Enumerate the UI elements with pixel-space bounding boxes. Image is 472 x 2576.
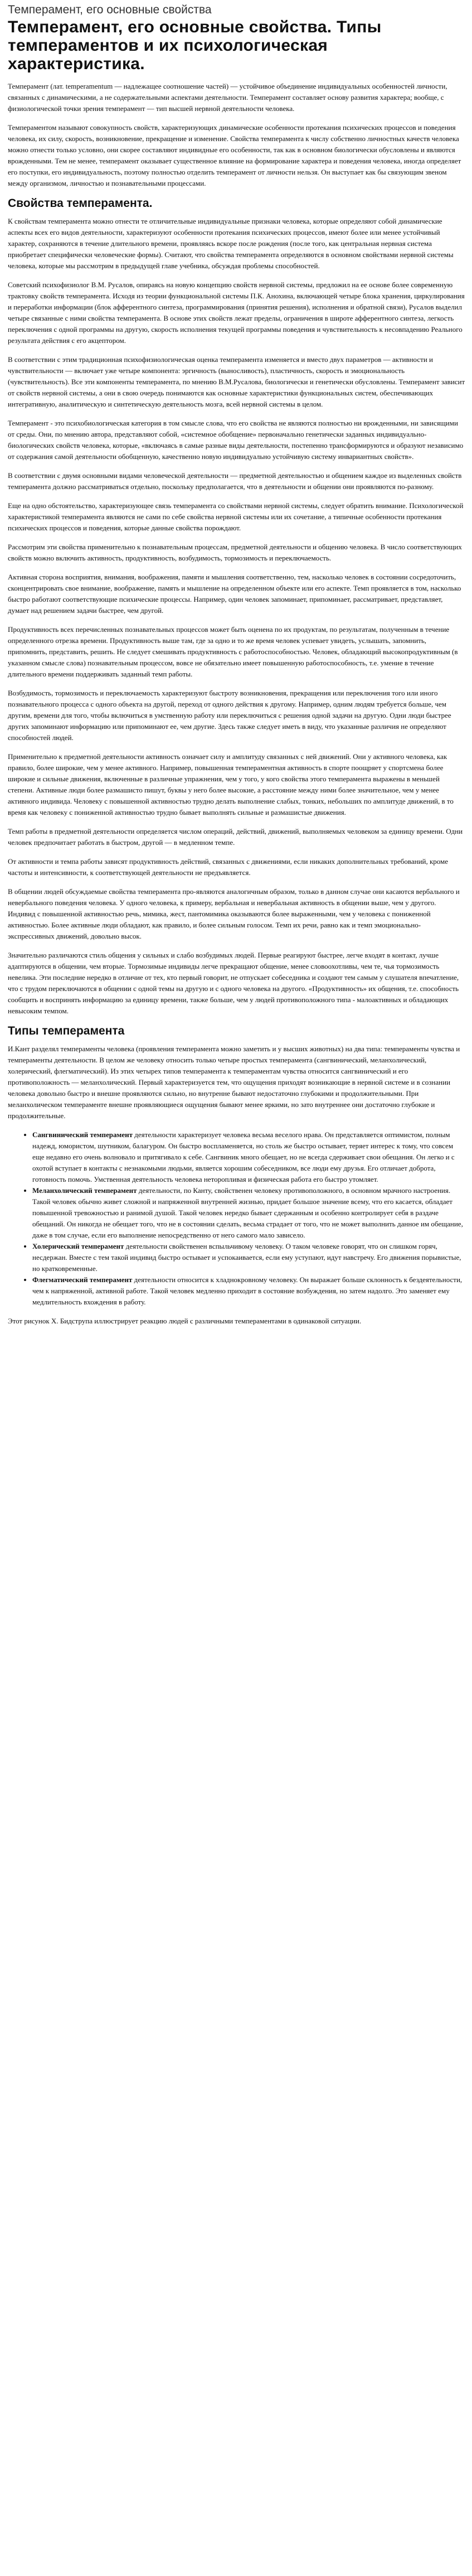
- properties-paragraph: Советский психофизиолог В.М. Русалов, опираясь на новую концепцию свойств нервной системы, предложил на ее основе более современную трактовку свойств темперамента. Исходя из теории функциональной системы П.К. Анохина, включающей четыре блока хранения, циркулирования и переработки информации (блок афферентного синтеза, программирования (принятия решения), исполнения и обратной связи), Русалов выделил четыре связанные с ними свойства темперамента. В основе этих свойств лежат пределы, ограничения в широте афферентного синтеза, легкость переключения с одной программы на другую, скорость исполнения текущей программы поведения и чувствительность к несовпадению Реального результата действия с его акцептором.: [8, 281, 465, 345]
- properties-paragraph: В соответствии с двумя основными видами человеческой деятельности — предметной деятельностью и общением каждое из выделенных свойств темперамента должно рассматриваться отдельно, поскольку предполагается, что в деятельности и общении они проявляются по-разному.: [8, 471, 462, 491]
- properties-paragraph: К свойствам темперамента можно отнести те отличительные индивидуальные признаки человека, которые определяют собой динамические аспекты всех его видов деятельности, характеризуют особенности протекания психических процессов, имеют более или менее устойчивый характер, сохраняются в течение длительного времени, проявляясь вскоре после рождения (после того, как центральная нервная система приобретает специфически человеческие формы). Считают, что свойства темперамента определяются в основном свойствами нервной системы человека, которые мы рассмотрим в предыдущей главе учебника, обсуждая проблемы способностей.: [8, 217, 454, 270]
- properties-paragraph: Возбудимость, тормозимость и переключаемость характеризуют быстроту возникновения, прекращения или переключения того или иного познавательного процесса с одного объекта на другой, переход от одного действия к другому. Например, одним людям требуется больше, чем другим, времени для того, чтобы включиться в умственную работу или переключиться с решения одной задачи на другую. Одни люди быстрее других запоминают информацию или припоминают ее, чем другие. Здесь также следует иметь в виду, что указанные различия не определяют способностей людей.: [8, 689, 451, 742]
- section-heading-types: Типы темперамента: [8, 1024, 125, 1037]
- properties-paragraph: Рассмотрим эти свойства применительно к познавательным процессам, предметной деятельности и общению человека. В число соответствующих свойств можно включить активность, продуктивность, возбудимость, тормозимость и переключаемость.: [8, 543, 462, 562]
- properties-paragraph: В общении людей обсуждаемые свойства темперамента про-являются аналогичным образом, только в данном случае они касаются вербального и невербального поведения человека. У одного человека, к примеру, вербальная и невербальная активность в общении выше, чем у другого. Индивид с повышенной активностью речь, мимика, жест, пантомимика оказываются более выраженными, чем у человека с пониженной активностью. Более активные люди обладают, как правило, и более сильным голосом. Темп их речи, равно как и темп эмоционально-экспрессивных движений, довольно высок.: [8, 887, 460, 940]
- intro-paragraph: Темпераментом называют совокупность свойств, характеризующих динамические особенности протекания психических процессов и поведения человека, их силу, скорость, возникновение, прекращение и изменение. Свойства темперамента к числу собственно личностных качеств человека можно отнести только условно, они скорее составляют индивидные его особенности, так как в основном биологически обусловлены и являются врожденными. Тем не менее, темперамент оказывает существенное влияние на формирование характера и поведения человека, иногда определяет его поступки, его индивидуальность, поэтому полностью отделить темперамент от личности нельзя. Он выступает как бы связующим звеном между организмом, личностью и познавательными процессами.: [8, 123, 461, 187]
- properties-paragraph: Темп работы в предметной деятельности определяется числом операций, действий, движений, выполняемых человеком за единицу времени. Одни человек предпочитает работать в быстром, другой — в медленном темпе.: [8, 827, 463, 847]
- properties-paragraph: От активности и темпа работы зависят продуктивность действий, связанных с движениями, если никаких дополнительных требований, кроме частоты и интенсивности, к соответствующей деятельности не предъявляется.: [8, 857, 449, 877]
- type-term: Меланхолический темперамент: [32, 1186, 137, 1195]
- list-item: [32, 1129, 465, 1185]
- intro-paragraph: Темперамент (лат. temperamentum — надлежащее соотношение частей) — устойчивое объединение индивидуальных особенностей личности, связанных с динамическими, а не содержательными аспектами деятельности. Темперамент составляет основу развития характера; вообще, с физиологической точки зрения темперамент — тип высшей нервной деятельности человека.: [8, 82, 447, 113]
- type-term: Сангвинический темперамент: [32, 1130, 133, 1139]
- section-heading-properties: Свойства темперамента.: [8, 197, 153, 210]
- properties-paragraph: Применительно к предметной деятельности активность означает силу и амплитуду связанных с ней движений. Они у активного человека, как правило, более широкие, чем у менее активного. Например, повышенная темпераментная активность в спорте поощряет у спортсмена более широкие и сильные движения, включенные в различные упражнения, чем у того, у кого свойства этого темперамента выражены в меньшей степени. Активные люди более размашисто пишут, буквы у него более высокие, а расстояние между ними более значительное, чем у менее активного индивида. Человеку с повышенной активностью трудно делать выполнение слабых, тонких, небольших по амплитуде движений, в то время как человеку с пониженной активностью трудно бывает выполнять сильные и размашистые движения.: [8, 752, 454, 816]
- properties-paragraph: Темперамент - это психобиологическая категория в том смысле слова, что его свойства не являются полностью ни врожденными, ни зависящими от среды. Они, по мнению автора, представляют собой, «системное обобщение» первоначально генетически заданных индивидуально-биологических свойств человека, которые, «включаясь в самые разные виды деятельности, постепенно трансформируются и образуют независимо от содержания самой деятельности обобщенную, качественно новую индивидуально устойчивую систему инвариантных свойств».: [8, 419, 464, 461]
- properties-paragraph: Продуктивность всех перечисленных познавательных процессов может быть оценена по их продуктам, по результатам, полученным в течение определенного отрезка времени. Продуктивность выше там, где за одно и то же время человек успевает увидеть, услышать, запомнить, припомнить, представить, решить. Не следует смешивать продуктивность с работоспособностью. Человек, обладающий высокопродуктивным (в указанном смысле слова) познавательным процессом, вовсе не обязательно имеет повышенную работоспособность, т.е. умение в течение длительного времени поддерживать заданный темп работы.: [8, 625, 458, 678]
- type-term: Холерический темперамент: [32, 1242, 124, 1250]
- type-term: Флегматический темперамент: [32, 1275, 133, 1284]
- properties-paragraph: Еще на одно обстоятельство, характеризующее связь темперамента со свойствами нервной системы, следует обратить внимание. Психологической характеристикой темперамента являются не сами по себе свойства нервной системы или их сочетание, а типичные особенности протекания психических процессов и поведения, которые данные свойства порождают.: [8, 501, 464, 532]
- list-item: [32, 1241, 465, 1274]
- temperament-types-list: [8, 1129, 465, 1308]
- type-description: деятельности свойственен вспыльчивому человеку. О таком человеке говорят, что он слишком горяч, несдержан. Вместе с тем такой индивид быстро остывает и успокаивается, если ему уступают, идут навстречу. Его движения порывистые, но кратковременные.: [32, 1242, 461, 1273]
- types-intro-paragraph: И.Кант разделял темпераменты человека (проявления темперамента можно заметить и у высших животных) на два типа: темпераменты чувства и темпераменты деятельности. В целом же человеку относить только четыре простых темперамента (сангвинический, меланхолический, холерический, флегматический). Из этих четырех типов темперамента к темпераментам чувства относится сангвинический и его противоположность — меланхолический. Первый характеризуется тем, что ощущения приходят возникающие в нервной системе и в сознании человека довольно быстро и внешне проявляются сильно, но внутренне бывают недостаточно глубокими и продолжительными. При меланхолическом темпераменте внешне проявляющиеся ощущения бывают менее яркими, но зато внутреннее они достаточно глубокие и продолжительные.: [8, 1045, 460, 1120]
- article-heading: Темперамент, его основные свойства. Типы темпераментов и их психологическая характеристика.: [8, 18, 382, 73]
- properties-paragraph: Активная сторона восприятия, внимания, воображения, памяти и мышления соответственно, тем, насколько человек в состоянии сосредоточить, сконцентрировать свое внимание, воображение, память и мышление на определенном объекте или его аспекте. Темп проявляется в том, насколько быстро работают соответствующие психические процессы. Например, один человек запоминает, припоминает, рассматривает, представляет, думает над решением задачи быстрее, чем другой.: [8, 573, 461, 615]
- properties-paragraph: В соответствии с этим традиционная психофизиологическая оценка темперамента изменяется и вместо двух параметров — активности и чувствительности — включает уже четыре компонента: эргичность (выносливость), пластичность, скорость и эмоциональность (чувствительность). Все эти компоненты темперамента, по мнению В.М.Русалова, биологически и генетически обусловлены. Темперамент зависит от свойств нервной системы, а они в свою очередь понимаются как основные характеристики функциональных систем, обеспечивающих интегративную, аналитическую и синтетическую деятельность мозга, всей нервной системы в целом.: [8, 355, 465, 408]
- page-title: Темперамент, его основные свойства: [8, 3, 212, 16]
- properties-paragraph: Значительно различаются стиль общения у сильных и слабо возбудимых людей. Первые реагируют быстрее, легче входят в контакт, лучше адаптируются в общении, чем вторые. Тормозимые индивиды легче прекращают общение, менее словоохотливы, чем те, чья тормозимость невелика. Эти последние нередко в отличие от тех, кто первый говорит, не отпускает собеседника и создают тем самым у слушателя впечатление, что с трудом переключаются в общении с одной темы на другую и с одного человека на другого. «Продуктивность» их общения, т.е. способность сообщить и воспринять информацию за единицу времени, также больше, чем у людей противоположного типа - малоактивных и обладающих невысоким темпом.: [8, 951, 459, 1015]
- type-description: деятельности относится к хладнокровному человеку. Он выражает больше склонность к бездеятельности, чем к напряженной, активной работе. Такой человек медленно приходит в состояние возбуждения, но затем надолго. Это заменяет ему медлительность вхождения в работу.: [32, 1275, 463, 1306]
- list-item: [32, 1274, 465, 1308]
- types-outro-paragraph: Этот рисунок Х. Бидструпа иллюстрирует реакцию людей с различными темпераментами в одинаковой ситуации.: [8, 1317, 362, 1325]
- type-description: деятельности характеризует человека весьма веселого нрава. Он представляется оптимистом, полным надежд, юмористом, шутником, балагуром. Он быстро воспламеняется, но столь же быстро остывает, теряет интерес к тому, что совсем еще недавно его очень волновало и притягивало к себе. Сангвиник много обещает, но не всегда сдерживает свои обещания. Он легко и с охотой вступает в контакты с незнакомыми людьми, является хорошим собеседником, все люди ему друзья. Его отличает доброта, готовность помочь. Умственная деятельность человека неторопливая и физическая работа его быстро утомляет.: [32, 1130, 455, 1183]
- type-description: деятельности, по Канту, свойственен человеку противоположного, в основном мрачного настроения. Такой человек обычно живет сложной и напряженной внутренней жизнью, придает большое значение всему, что его касается, обладает повышенной тревожностью и ранимой душой. Такой человек нередко бывает сдержанным и особенно контролирует себя в раздаче обещаний. Он никогда не обещает того, что не в состоянии сделать, весьма страдает от того, что не может выполнить данное им обещание, даже в том случае, если его выполнение непосредственно от него самого мало зависело.: [32, 1186, 463, 1239]
- list-item: [32, 1185, 465, 1241]
